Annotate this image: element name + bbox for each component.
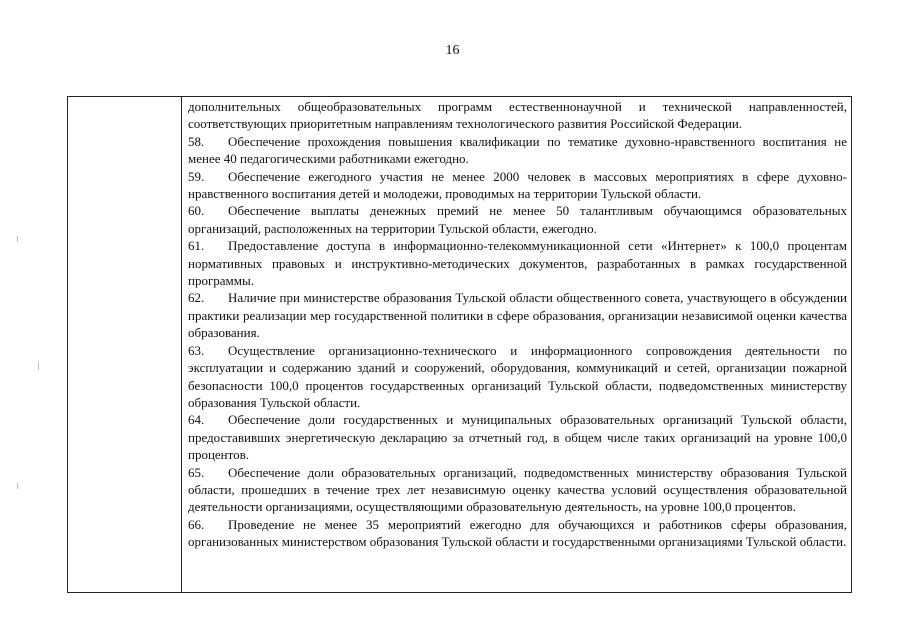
item-text: Осуществление организационно-технического и информационного сопровождения деятельности по эксплуатации и содержанию зданий и сооружений, оборудования, коммуникаций и сетей, организации пожарной безопасности 100,0 процентов государственных организаций Тульской области, подведомственных министерству образования Тульской области. [188, 342, 847, 410]
item-number: 63. [188, 342, 205, 358]
table-cell-text [188, 98, 847, 551]
item-number: 59. [188, 168, 205, 184]
list-item [188, 168, 847, 203]
item-number: 62. [188, 290, 205, 306]
scan-mark [17, 236, 18, 242]
list-item [188, 237, 847, 289]
item-text: Предоставление доступа в информационно-телекоммуникационной сети «Интернет» к 100,0 процентам нормативных правовых и инструктивно-методических документов, разработанных в рамках государственной программы. [188, 238, 847, 289]
item-text: Обеспечение прохождения повышения квалификации по тематике духовно-нравственного воспитания не менее 40 педагогическими работниками ежегодно. [188, 133, 847, 167]
item-text: Обеспечение доли государственных и муниципальных образовательных организаций Тульской области, предоставивших энергетическую декларацию за отчетный год, в общем числе таких организаций на уровне 100,0 процентов. [188, 412, 847, 463]
scan-mark [38, 362, 39, 370]
item-number: 58. [188, 133, 205, 149]
item-number: 64. [188, 412, 205, 428]
list-item [188, 411, 847, 463]
list-item [188, 289, 847, 341]
item-number: 60. [188, 203, 205, 219]
item-number: 61. [188, 238, 205, 254]
list-item [188, 516, 847, 551]
item-text: Обеспечение выплаты денежных премий не менее 50 талантливым обучающимся образовательных организаций, расположенных на территории Тульской области, ежегодно. [188, 203, 847, 236]
item-text: Проведение не менее 35 мероприятий ежегодно для обучающихся и работников сферы образования, организованных министерством образования Тульской области и государственными организациями Тульской области. [188, 516, 847, 550]
list-item [188, 464, 847, 516]
item-text: Обеспечение ежегодного участия не менее 2000 человек в массовых мероприятиях в сфере духовно-нравственного воспитания детей и молодежи, проводимых на территории Тульской области. [188, 168, 847, 202]
content-table [67, 96, 852, 593]
item-text: Обеспечение доли образовательных организаций, подведомственных министерству образования Тульской области, прошедших в течение трех лет независимую оценку качества условий осуществления образовательной деятельности организациями, осуществляющими образовательную деятельность, на уровне 100,0 процентов. [188, 464, 847, 515]
item-number: 66. [188, 516, 205, 532]
lead-paragraph: дополнительных общеобразовательных программ естественнонаучной и технической направленностей, соответствующих приоритетным направлениям технологического развития Российской Федерации. [188, 99, 847, 132]
list-item [188, 342, 847, 412]
list-item [188, 202, 847, 237]
item-number: 65. [188, 464, 205, 480]
list-item [188, 133, 847, 168]
column-divider [181, 97, 182, 592]
scan-mark [17, 483, 18, 489]
item-text: Наличие при министерстве образования Тульской области общественного совета, участвующего в обсуждении практики реализации мер государственной политики в сфере образования, организации независимой оценки качества образования. [188, 290, 847, 341]
page-number: 16 [445, 43, 460, 58]
